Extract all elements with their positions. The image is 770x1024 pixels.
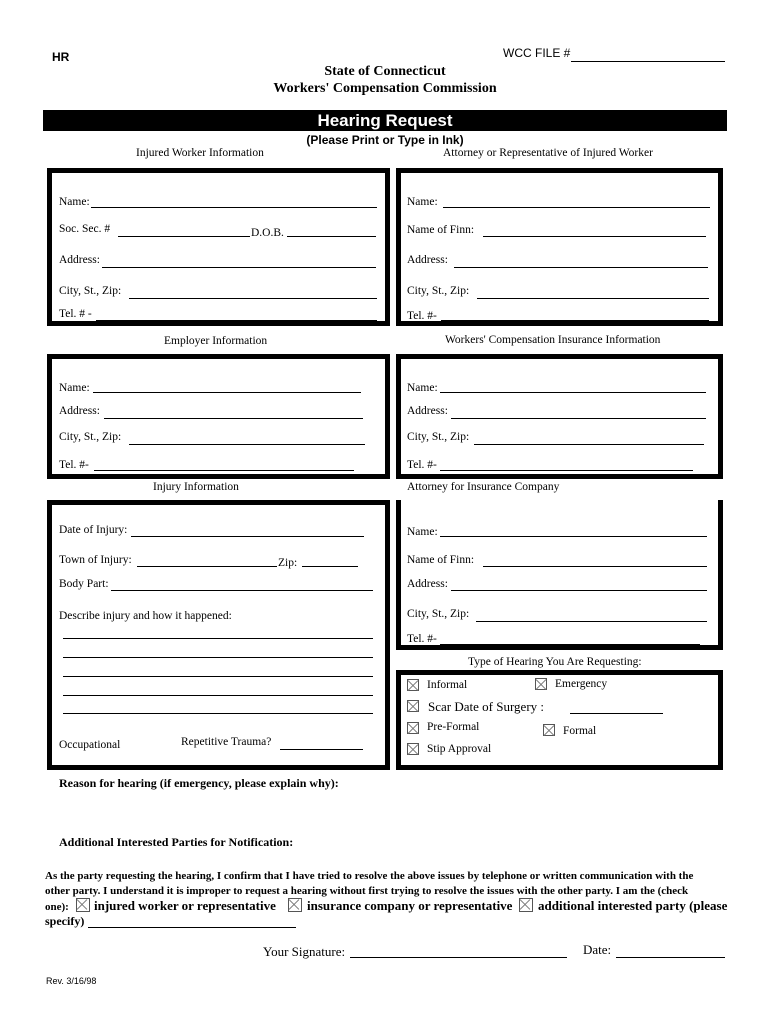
ins-attorney-city-label: City, St., Zip: — [407, 608, 470, 620]
preformal-label: Pre-Formal — [427, 721, 480, 733]
emergency-checkbox[interactable] — [535, 678, 547, 690]
page-subtitle: (Please Print or Type in Ink) — [306, 133, 464, 147]
employer-address-label: Address: — [59, 405, 100, 417]
attorney-box — [396, 168, 723, 326]
employer-tel-field[interactable] — [94, 470, 354, 471]
employer-name-label: Name: — [59, 382, 90, 394]
date-field[interactable] — [616, 957, 725, 958]
additional-party-checkbox[interactable] — [519, 898, 533, 912]
attorney-firm-field[interactable] — [483, 236, 706, 237]
informal-checkbox[interactable] — [407, 679, 419, 691]
injury-heading: Injury Information — [153, 481, 239, 493]
date-label: Date: — [583, 942, 612, 957]
attorney-firm-label: Name of Finn: — [407, 224, 475, 236]
injury-body-field[interactable] — [111, 590, 373, 591]
ins-attorney-tel-label: Tel. #- — [407, 633, 437, 645]
ins-attorney-address-label: Address: — [407, 578, 448, 590]
repetitive-label: Repetitive Trauma? — [181, 736, 272, 748]
employer-city-label: City, St., Zip: — [59, 431, 122, 443]
ins-attorney-heading: Attorney for Insurance Company — [407, 481, 560, 493]
attorney-city-label: City, St., Zip: — [407, 285, 470, 297]
attorney-city-field[interactable] — [477, 298, 709, 299]
ins-attorney-firm-field[interactable] — [483, 566, 707, 567]
insurance-address-label: Address: — [407, 405, 448, 417]
worker-address-field[interactable] — [102, 267, 376, 268]
injury-zip-label: Zip: — [278, 557, 298, 569]
reason-label: Reason for hearing (if emergency, please explain why): — [59, 776, 339, 790]
worker-name-label: Name: — [59, 196, 90, 208]
attorney-heading: Attorney or Representative of Injured Worker — [443, 147, 653, 159]
ins-attorney-name-label: Name: — [407, 526, 438, 538]
insurance-name-label: Name: — [407, 382, 438, 394]
occupational-label: Occupational — [59, 739, 121, 751]
worker-rep-checkbox[interactable] — [76, 898, 90, 912]
employer-city-field[interactable] — [129, 444, 365, 445]
insurance-rep-label: insurance company or representative — [307, 898, 513, 913]
informal-label: Informal — [427, 679, 468, 691]
worker-tel-field[interactable] — [96, 320, 377, 321]
stip-checkbox[interactable] — [407, 743, 419, 755]
worker-heading: Injured Worker Information — [136, 147, 264, 159]
page-title: Hearing Request — [43, 110, 727, 131]
ins-attorney-left-border — [396, 500, 401, 650]
employer-tel-label: Tel. #- — [59, 459, 89, 471]
injury-body-label: Body Part: — [59, 578, 109, 590]
injury-describe-label: Describe injury and how it happened: — [59, 610, 232, 622]
insurance-heading: Workers' Compensation Insurance Information — [445, 334, 661, 346]
insurance-city-label: City, St., Zip: — [407, 431, 470, 443]
insurance-name-field[interactable] — [440, 392, 706, 393]
worker-dob-label: D.O.B. — [251, 227, 284, 239]
injury-town-field[interactable] — [137, 566, 277, 567]
ins-attorney-right-border — [718, 500, 723, 650]
injury-describe-line[interactable] — [63, 638, 373, 639]
check-one-label: one): — [45, 901, 69, 913]
ins-attorney-city-field[interactable] — [476, 621, 707, 622]
insurance-city-field[interactable] — [474, 444, 704, 445]
injury-date-label: Date of Injury: — [59, 524, 128, 536]
formal-checkbox[interactable] — [543, 724, 555, 736]
hearing-type-heading: Type of Hearing You Are Requesting: — [468, 656, 642, 668]
worker-ssn-label: Soc. Sec. # — [59, 223, 111, 235]
injury-box — [47, 500, 390, 770]
worker-ssn-field[interactable] — [118, 236, 250, 237]
worker-city-label: City, St., Zip: — [59, 285, 122, 297]
preformal-checkbox[interactable] — [407, 722, 419, 734]
additional-party-label: additional interested party (please — [538, 898, 728, 913]
wcc-file-label: WCC FILE # — [503, 46, 571, 60]
insurance-tel-label: Tel. #- — [407, 459, 437, 471]
signature-label: Your Signature: — [263, 944, 346, 959]
attorney-name-field[interactable] — [443, 207, 710, 208]
specify-label: specify) — [45, 914, 85, 928]
employer-name-field[interactable] — [93, 392, 361, 393]
scar-checkbox[interactable] — [407, 700, 419, 712]
stip-label: Stip Approval — [427, 743, 492, 755]
attorney-address-field[interactable] — [454, 267, 708, 268]
injury-date-field[interactable] — [131, 536, 364, 537]
injury-describe-line[interactable] — [63, 695, 373, 696]
employer-heading: Employer Information — [164, 335, 268, 347]
insurance-address-field[interactable] — [451, 418, 706, 419]
insurance-tel-field[interactable] — [440, 470, 693, 471]
statement-line2: other party. I understand it is improper to request a hearing without first trying to resolve the issues with the other party. I am the (check — [45, 885, 689, 897]
attorney-address-label: Address: — [407, 254, 448, 266]
surgery-date-field[interactable] — [570, 713, 663, 714]
ins-attorney-firm-label: Name of Finn: — [407, 554, 475, 566]
ins-attorney-bottom-border — [396, 645, 723, 650]
injury-town-label: Town of Injury: — [59, 554, 132, 566]
attorney-tel-field[interactable] — [441, 320, 709, 321]
insurance-rep-checkbox[interactable] — [288, 898, 302, 912]
attorney-tel-label: Tel. #- — [407, 310, 437, 322]
scar-label: Scar Date of Surgery : — [428, 699, 545, 714]
worker-city-field[interactable] — [129, 298, 377, 299]
repetitive-field[interactable] — [280, 749, 363, 750]
additional-parties-label: Additional Interested Parties for Notification: — [59, 835, 294, 849]
worker-name-field[interactable] — [91, 207, 377, 208]
form-code: HR — [52, 50, 70, 64]
wcc-file-field[interactable] — [571, 61, 725, 62]
injury-zip-field[interactable] — [302, 566, 358, 567]
worker-rep-label: injured worker or representative — [94, 898, 276, 913]
worker-dob-field[interactable] — [287, 236, 376, 237]
emergency-label: Emergency — [555, 678, 608, 690]
ins-attorney-name-field[interactable] — [440, 536, 707, 537]
revision-label: Rev. 3/16/98 — [46, 976, 97, 986]
ins-attorney-tel-field[interactable] — [440, 644, 700, 645]
ins-attorney-address-field[interactable] — [451, 590, 707, 591]
worker-tel-label: Tel. # - — [59, 308, 92, 320]
injury-describe-line[interactable] — [63, 657, 373, 658]
employer-address-field[interactable] — [104, 418, 363, 419]
worker-address-label: Address: — [59, 254, 100, 266]
injury-describe-line[interactable] — [63, 713, 373, 714]
statement-line1: As the party requesting the hearing, I confirm that I have tried to resolve the above issues by telephone or written communication with the — [45, 870, 694, 882]
injury-describe-line[interactable] — [63, 676, 373, 677]
specify-field[interactable] — [88, 927, 296, 928]
state-heading: State of Connecticut — [324, 64, 446, 79]
worker-box — [47, 168, 390, 326]
formal-label: Formal — [563, 725, 597, 737]
commission-heading: Workers' Compensation Commission — [273, 81, 497, 96]
attorney-name-label: Name: — [407, 196, 438, 208]
signature-field[interactable] — [350, 957, 567, 958]
